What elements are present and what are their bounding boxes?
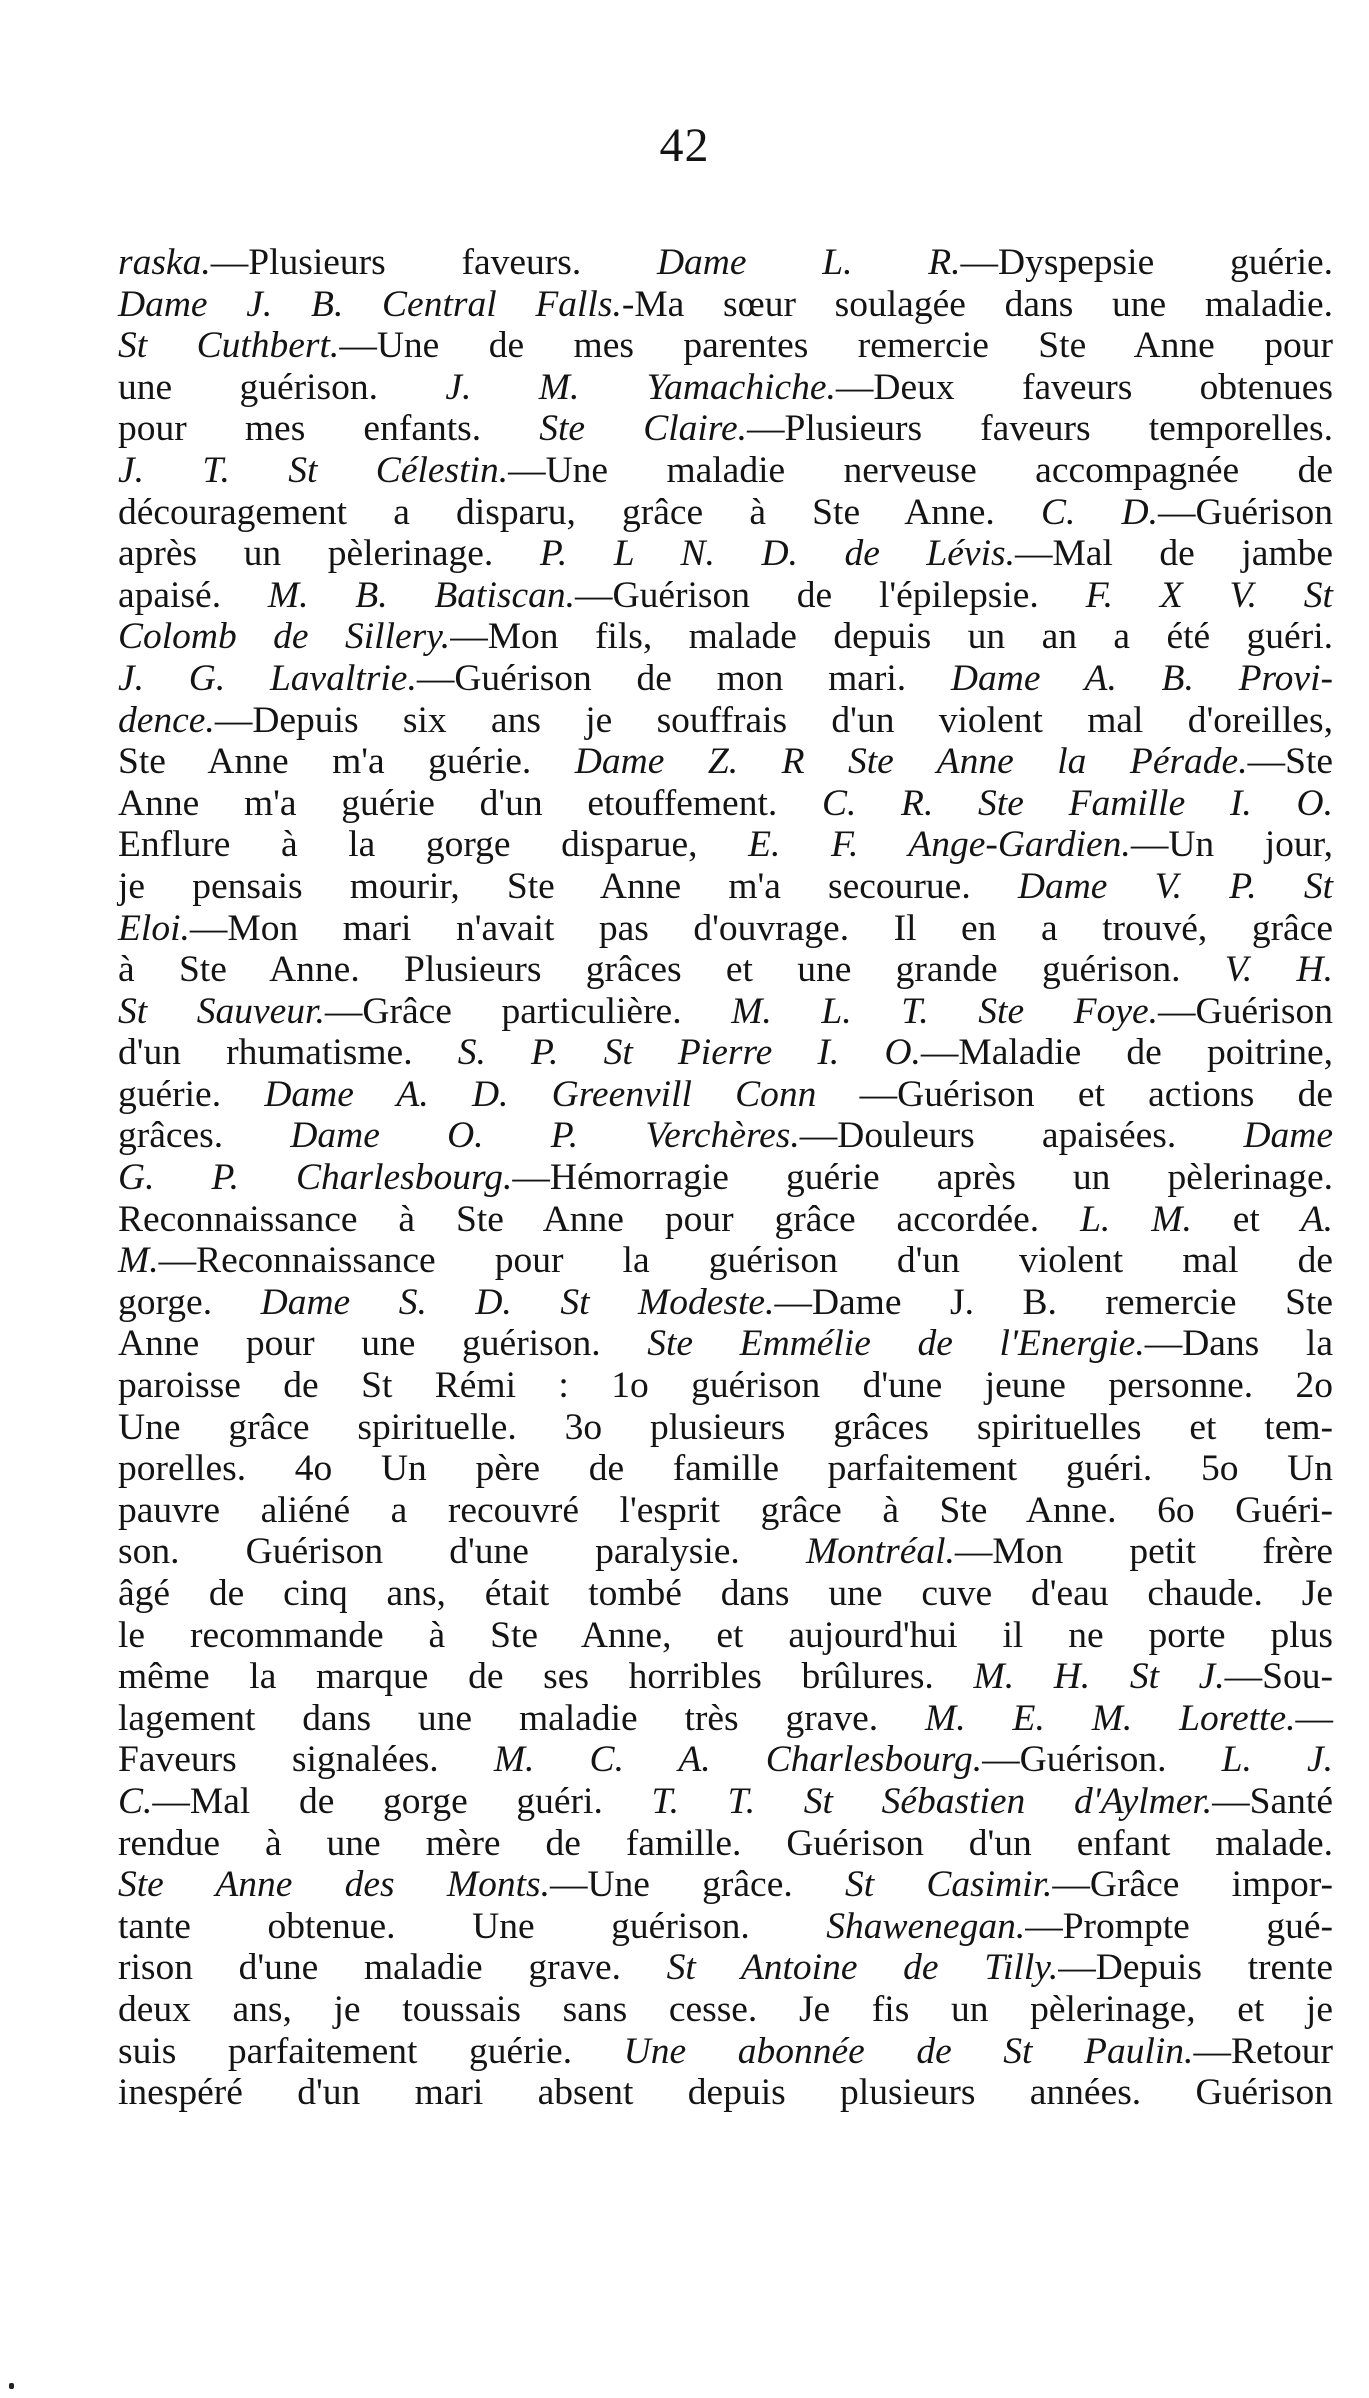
italic-place-name: Dame O. P. Verchères. [290,1115,800,1157]
italic-place-name: Colomb de Sillery. [118,616,451,658]
italic-place-name: M. C. A. Charlesbourg. [493,1739,983,1781]
text-run: —Mon petit frère [954,1531,1333,1573]
text-line [118,1032,1333,1074]
text-line [118,1199,1333,1241]
italic-place-name: M. H. St J. [973,1656,1225,1698]
italic-place-name: M. [118,1240,159,1282]
text-run: —Sou- [1224,1656,1333,1698]
text-run: —Douleurs apaisées. [799,1115,1244,1157]
page-number: 42 [659,119,710,172]
text-line [118,616,1333,658]
text-line [118,242,1333,284]
italic-place-name: dence. [118,699,215,741]
text-run: pauvre aliéné a recouvré l'esprit grâce à Ste Anne. 6o Guéri- [118,1489,1333,1531]
text-run: gorge. [118,1281,261,1323]
text-run: —Santé [1212,1780,1333,1822]
italic-place-name: V. H. [1224,949,1333,991]
text-run: rendue à une mère de famille. Guérison d'un enfant malade. [118,1822,1333,1864]
text-run: —Une grâce. [549,1864,845,1906]
text-run: suis parfaitement guérie. [118,2030,624,2072]
text-line [118,575,1333,617]
text-line [118,1365,1333,1407]
text-line [118,1823,1333,1865]
text-run: grâces. [118,1115,291,1157]
text-run: le recommande à Ste Anne, et aujourd'hui il ne porte plus [118,1614,1333,1656]
italic-place-name: M. L. T. Ste Foye. [731,990,1159,1032]
text-run: —Guérison et actions de [816,1073,1333,1115]
text-run: d'un rhumatisme. [118,1032,458,1074]
text-line [118,367,1333,409]
text-line [118,700,1333,742]
text-line [118,1615,1333,1657]
text-run: —Deux faveurs obtenues [835,366,1333,408]
text-run: —Grâce impor- [1052,1864,1333,1906]
italic-place-name: Dame V. P. St [1017,865,1333,907]
text-run: Ste Anne m'a guérie. [118,741,575,783]
italic-place-name: J. M. Yamachiche. [445,366,836,408]
text-run: —Une de mes parentes remercie Ste Anne pour [339,325,1333,367]
italic-place-name: St Casimir. [844,1864,1053,1906]
italic-place-name: Eloi. [118,907,190,949]
text-run: —Guérison. [982,1739,1222,1781]
text-run: —Grâce particulière. [324,990,732,1032]
italic-place-name: Ste Anne des Monts. [118,1864,550,1906]
italic-place-name: A. [1300,1198,1334,1240]
text-run: porelles. 4o Un père de famille parfaitement guéri. 5o Un [118,1448,1333,1490]
text-run: —Dyspepsie guérie. [960,242,1334,283]
text-line [118,1448,1333,1490]
text-run: — [1295,1697,1333,1739]
text-line [118,1407,1333,1449]
text-run: à Ste Anne. Plusieurs grâces et une grande guérison. [118,949,1225,991]
text-run: tante obtenue. Une guérison. [118,1905,827,1947]
text-line [118,325,1333,367]
text-line [118,1282,1333,1324]
italic-place-name: S. P. St Pierre I. O. [457,1032,921,1074]
text-line [118,949,1333,991]
text-run: —Dans la [1144,1323,1333,1365]
text-run: après un pèlerinage. [118,533,540,575]
text-run: —Guérison de mon mari. [416,657,951,699]
text-run: inespéré d'un mari absent depuis plusieurs années. Guérison [118,2072,1333,2114]
text-line [118,1947,1333,1989]
italic-place-name: E. F. Ange-Gardien. [748,824,1131,866]
text-line [118,991,1333,1033]
text-line [118,1531,1333,1573]
text-line [118,492,1333,534]
italic-place-name: P. L N. D. de Lévis. [539,533,1015,575]
text-run: —Plusieurs faveurs. [210,242,657,283]
text-line [118,741,1333,783]
italic-place-name: Dame L. R. [656,242,961,283]
text-run: —Depuis trente [1058,1947,1333,1989]
text-run: Anne m'a guérie d'un etouffement. [118,782,822,824]
text-run: pour mes enfants. [118,408,540,450]
text-run: son. Guérison d'une paralysie. [118,1531,806,1573]
text-line [118,1698,1333,1740]
text-line [118,1490,1333,1532]
text-run: je pensais mourir, Ste Anne m'a secourue. [118,865,1018,907]
text-run: guérie. [118,1073,265,1115]
text-run: —Guérison [1158,491,1333,533]
text-run: lagement dans une maladie très grave. [118,1697,926,1739]
text-run: deux ans, je toussais sans cesse. Je fis un pèlerinage, et je [118,1988,1333,2030]
italic-place-name: Ste Claire. [539,408,748,450]
italic-place-name: Shawenegan. [826,1905,1026,1947]
text-run: —Depuis six ans je souffrais d'un violent mal d'oreilles, [214,699,1333,741]
text-run: Anne pour une guérison. [118,1323,648,1365]
text-run: —Une maladie nerveuse accompagnée de [508,449,1333,491]
text-line [118,866,1333,908]
text-line [118,1115,1333,1157]
text-run: une guérison. [118,366,446,408]
text-run: paroisse de St Rémi : 1o guérison d'une jeune personne. 2o [118,1365,1333,1407]
italic-place-name: Ste Emmélie de l'Energie. [647,1323,1145,1365]
text-line [118,1157,1333,1199]
text-line [118,450,1333,492]
text-line [118,2031,1333,2073]
text-line [118,824,1333,866]
text-run: —Hémorragie guérie après un pèlerinage. [512,1157,1333,1199]
italic-place-name: raska. [118,242,211,283]
text-run: —Reconnaissance pour la guérison d'un violent mal de [158,1240,1333,1282]
italic-place-name: J. T. St Célestin. [118,449,509,491]
italic-place-name: J. G. Lavaltrie. [118,657,417,699]
text-line [118,533,1333,575]
text-run: —Mal de jambe [1014,533,1333,575]
text-run: —Plusieurs faveurs temporelles. [747,408,1334,450]
text-line [118,1656,1333,1698]
text-line [118,1240,1333,1282]
text-run: Une grâce spirituelle. 3o plusieurs grâces spirituelles et tem- [118,1406,1333,1448]
text-line [118,908,1333,950]
text-run: -Ma sœur soulagée dans une maladie. [621,283,1333,325]
text-run: Faveurs signalées. [118,1739,494,1781]
text-run: même la marque de ses horribles brûlures. [118,1656,974,1698]
text-line [118,1781,1333,1823]
italic-place-name: Dame Z. R Ste Anne la Pérade. [574,741,1248,783]
italic-place-name: G. P. Charlesbourg. [118,1157,513,1199]
text-line [118,1739,1333,1781]
body-text [118,242,1333,2114]
italic-place-name: Dame J. B. Central Falls. [118,283,622,325]
text-line [118,658,1333,700]
text-line [118,1906,1333,1948]
text-run: —Ste [1247,741,1334,783]
italic-place-name: C. R. Ste Famille I. O. [821,782,1333,824]
text-line [118,1074,1333,1116]
italic-place-name: C. [118,1780,153,1822]
text-run: —Prompte gué- [1025,1905,1333,1947]
italic-place-name: Dame A. B. Provi- [950,657,1333,699]
text-run: rison d'une maladie grave. [118,1947,667,1989]
italic-place-name: St Cuthbert. [118,325,340,367]
text-run: apaisé. [118,574,268,616]
italic-place-name: M. E. M. Lorette. [925,1697,1296,1739]
italic-place-name: L. M. [1080,1198,1192,1240]
text-run: —Mon mari n'avait pas d'ouvrage. Il en a trouvé, grâce [189,907,1333,949]
italic-place-name: M. B. Batiscan. [267,574,575,616]
text-run: —Guérison de l'épilepsie. [574,574,1086,616]
margin-speck [9,2383,14,2389]
text-line [118,1989,1333,2031]
text-run: Reconnaissance à Ste Anne pour grâce accordée. [118,1198,1081,1240]
text-line [118,1864,1333,1906]
text-line [118,408,1333,450]
italic-place-name: Une abonnée de St Paulin. [623,2030,1194,2072]
text-run: âgé de cinq ans, était tombé dans une cuve d'eau chaude. Je [118,1573,1333,1614]
italic-place-name: F. X V. St [1085,574,1333,616]
text-line [118,1323,1333,1365]
text-run: et [1191,1198,1301,1240]
text-run: —Maladie de poitrine, [920,1032,1333,1074]
italic-place-name: St Sauveur. [118,990,325,1032]
italic-place-name: Dame S. D. St Modeste. [260,1281,775,1323]
text-run: Enflure à la gorge disparue, [118,824,749,866]
text-run: —Retour [1193,2030,1334,2072]
italic-place-name: L. J. [1221,1739,1333,1781]
text-run: —Un jour, [1130,824,1333,866]
text-run: —Dame J. B. remercie Ste [774,1281,1333,1323]
text-run: —Mon fils, malade depuis un an a été guéri. [450,616,1333,658]
italic-place-name: T. T. St Sébastien d'Aylmer. [651,1780,1213,1822]
text-line [118,1573,1333,1615]
text-line [118,2072,1333,2114]
text-run: découragement a disparu, grâce à Ste Anne. [118,491,1041,533]
italic-place-name: Montréal. [805,1531,955,1573]
italic-place-name: Dame [1243,1115,1333,1157]
italic-place-name: Dame A. D. Greenvill Conn [264,1073,817,1115]
italic-place-name: C. D. [1040,491,1159,533]
text-line [118,783,1333,825]
italic-place-name: St Antoine de Tilly. [666,1947,1059,1989]
text-line [118,284,1333,326]
text-run: —Guérison [1158,990,1333,1032]
text-run: —Mal de gorge guéri. [152,1780,652,1822]
